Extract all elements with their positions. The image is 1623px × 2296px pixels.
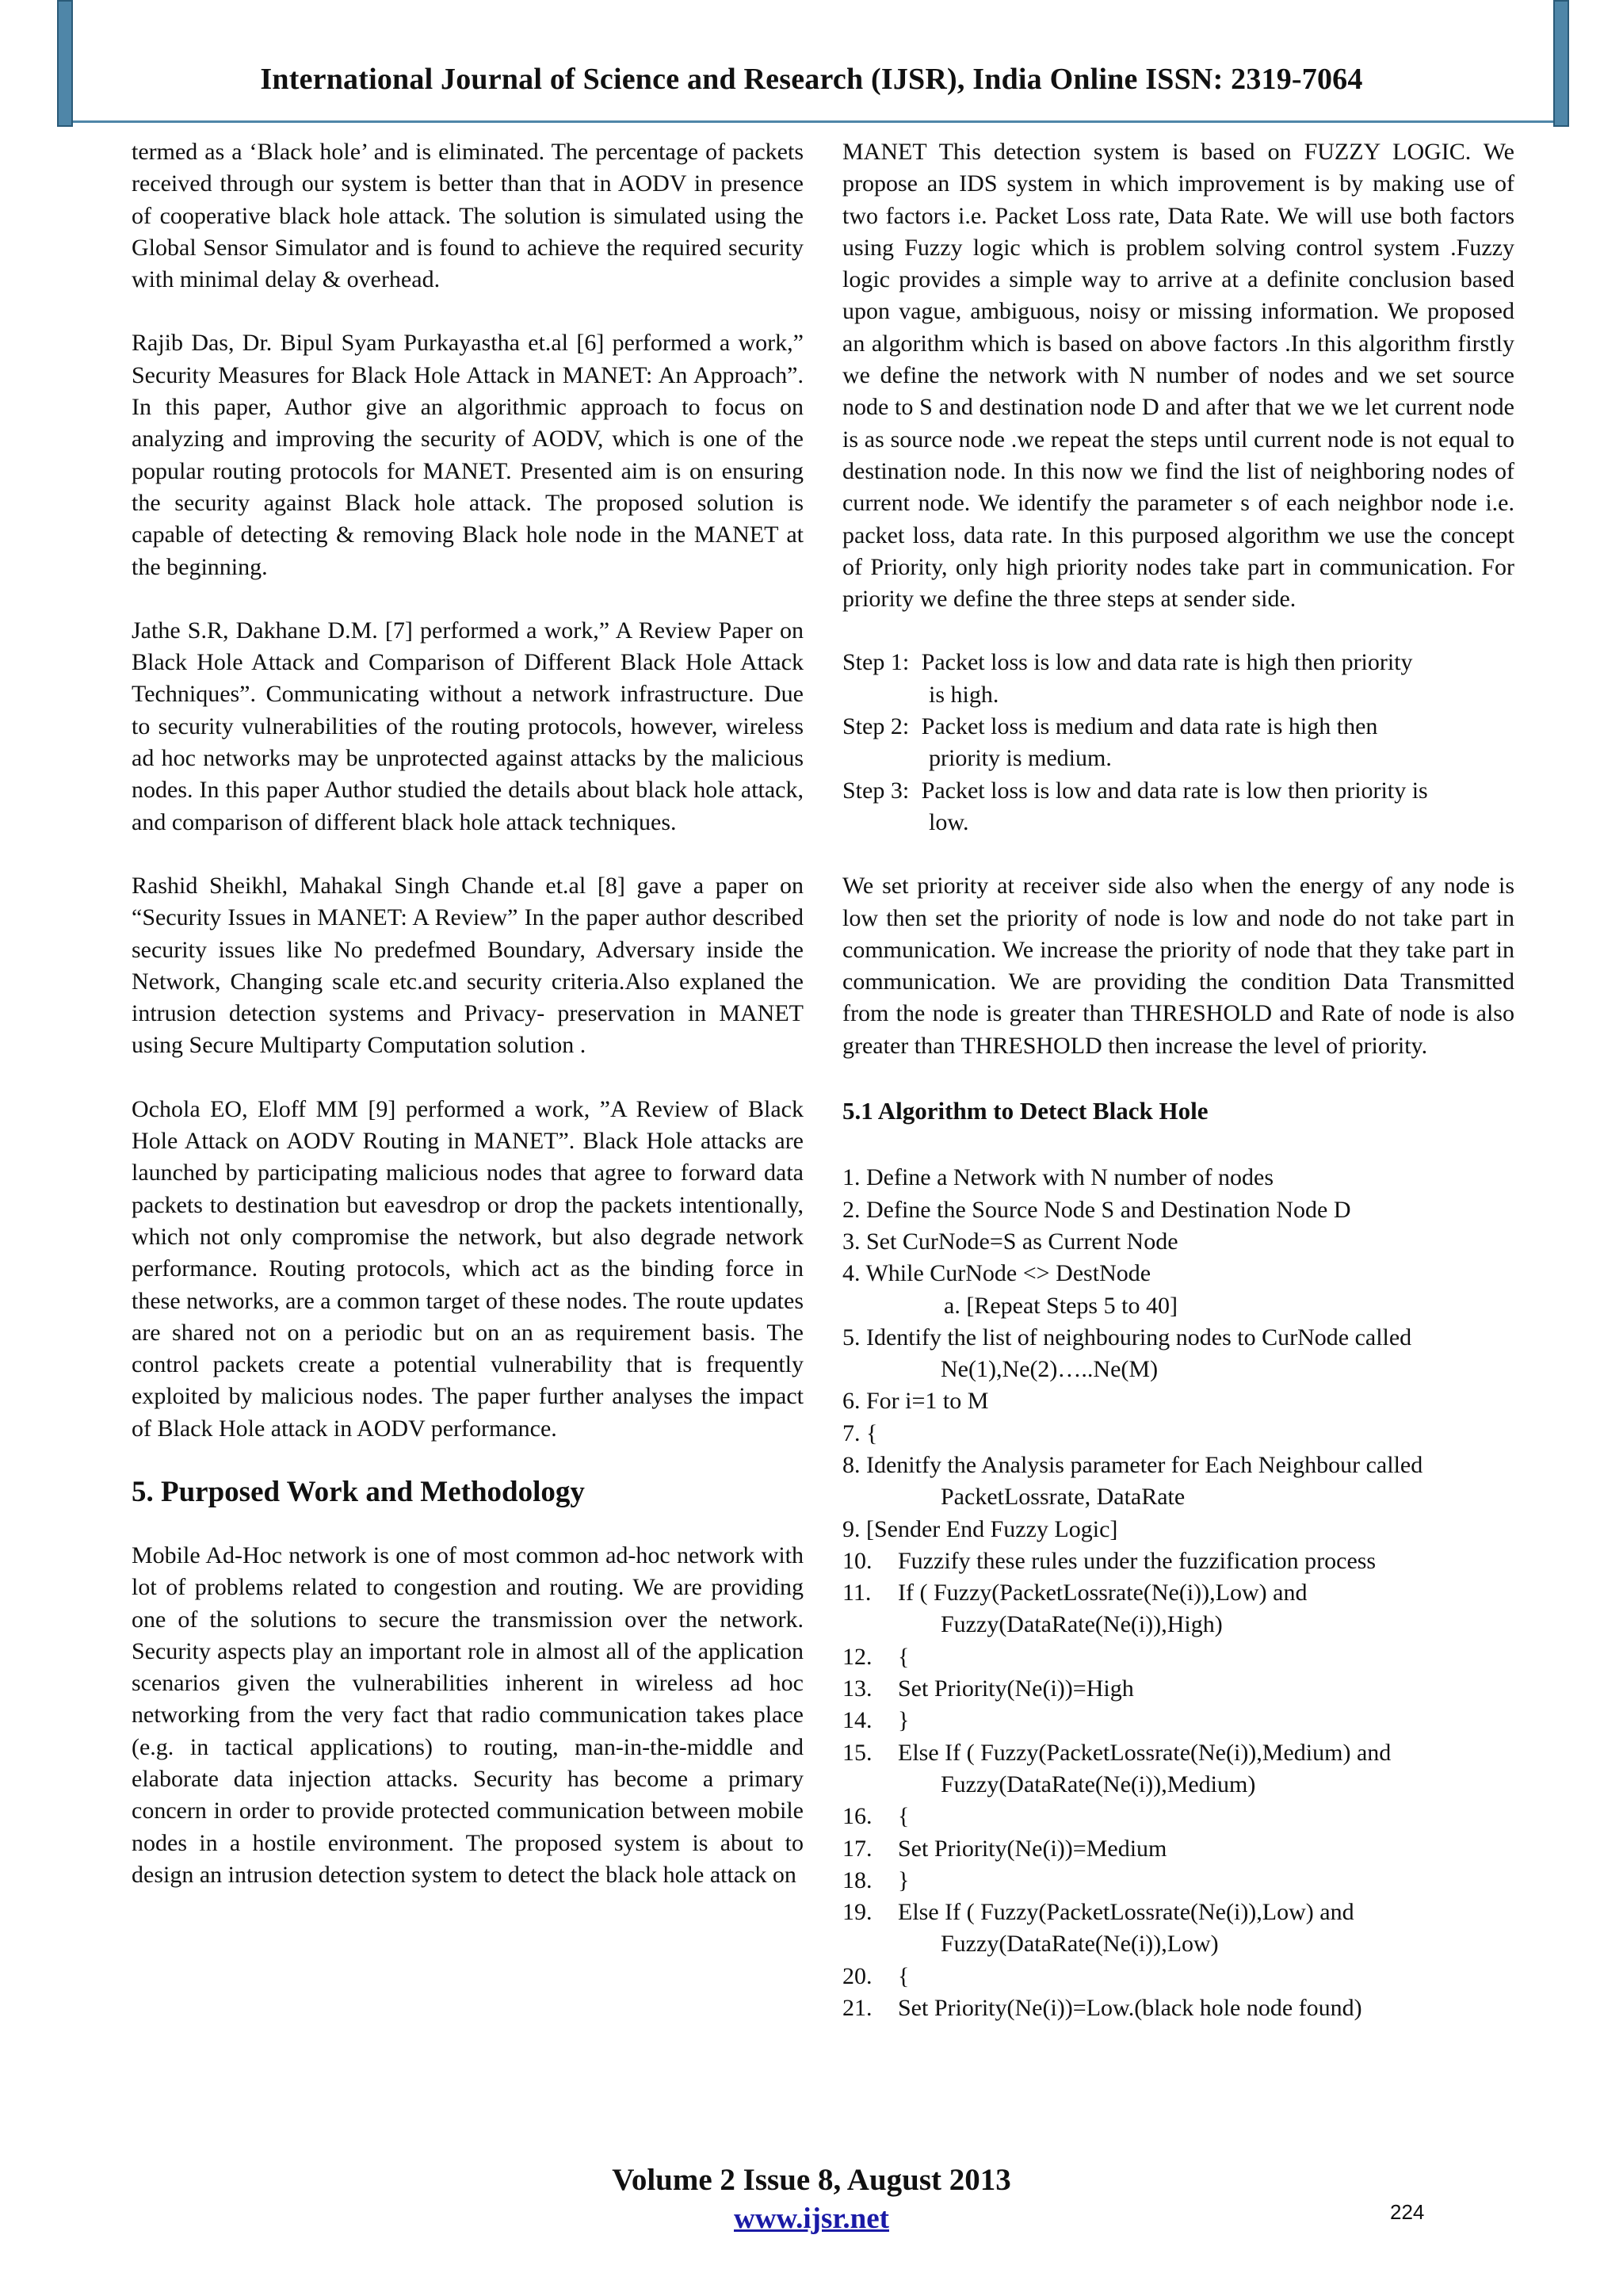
line-number: 17. xyxy=(842,1835,873,1862)
algorithm-line: 3. Set CurNode=S as Current Node xyxy=(842,1228,1178,1255)
step-label: Step 1: xyxy=(842,649,910,676)
algorithm-listing xyxy=(842,1162,1514,2024)
line-text: Fuzzify these rules under the fuzzification process xyxy=(898,1547,1377,1574)
line-text: Else If ( Fuzzy(PacketLossrate(Ne(i)),Low) and xyxy=(898,1899,1354,1926)
algorithm-line: 5. Identify the list of neighbouring nodes to CurNode called xyxy=(842,1324,1412,1350)
algorithm-line: Fuzzy(DataRate(Ne(i)),Low) xyxy=(941,1931,1219,1958)
priority-steps xyxy=(842,647,1514,839)
line-number: 15. xyxy=(842,1739,873,1766)
footer-volume: Volume 2 Issue 8, August 2013 xyxy=(612,2163,1011,2197)
algorithm-line: 1. Define a Network with N number of nodes xyxy=(842,1164,1274,1191)
step-item xyxy=(842,711,1514,775)
algorithm-line xyxy=(842,1737,1514,1769)
algorithm-line: 4. While CurNode <> DestNode xyxy=(842,1260,1151,1287)
line-text: If ( Fuzzy(PacketLossrate(Ne(i)),Low) and xyxy=(898,1580,1308,1606)
algorithm-line xyxy=(842,1641,1514,1673)
algorithm-line xyxy=(842,1897,1514,1928)
line-text: Set Priority(Ne(i))=Medium xyxy=(898,1835,1167,1862)
paragraph: Rajib Das, Dr. Bipul Syam Purkayastha et.al [6] performed a work,” Security Measures for Black Hole Attack in MANET: An Approach”. In this paper, Author give an algorithmic approach to focus on analyzing and improving the security of AODV, which is one of the popular routing protocols for MANET. Presented aim is on ensuring the security against Black hole attack. The proposed solution is capable of detecting & removing Black hole node in the MANET at the beginning. xyxy=(132,330,804,580)
algorithm-line xyxy=(842,1865,1514,1897)
paragraph: Jathe S.R, Dakhane D.M. [7] performed a work,” A Review Paper on Black Hole Attack and Comparison of Different Black Hole Attack Techniques”. Communicating without a network infrastructure. Due to security vulnerabilities of the routing protocols, however, wireless ad hoc networks may be unprotected against attacks by the malicious nodes. In this paper Author studied the details about black hole attack, and comparison of different black hole attack techniques. xyxy=(132,617,804,835)
paragraph: Rashid Sheikhl, Mahakal Singh Chande et.al [8] gave a paper on “Security Issues in MANET: A Review” In the paper author described security issues like No predefmed Boundary, Adversary inside the Network, Changing scale etc.and security criteria.Also explaned the intrusion detection systems and Privacy- preservation in MANET using Secure Multiparty Computation solution . xyxy=(132,872,804,1059)
algorithm-line: Fuzzy(DataRate(Ne(i)),High) xyxy=(941,1611,1223,1638)
algorithm-line: Ne(1),Ne(2)…..Ne(M) xyxy=(941,1356,1159,1383)
step-label: Step 2: xyxy=(842,713,910,740)
step-text-cont: low. xyxy=(929,808,969,835)
line-number: 16. xyxy=(842,1803,873,1830)
line-number: 12. xyxy=(842,1643,873,1670)
left-column xyxy=(132,136,804,1891)
footer-website-link[interactable]: www.ijsr.net xyxy=(734,2202,889,2235)
line-text: { xyxy=(898,1962,910,1989)
line-number: 13. xyxy=(842,1675,873,1702)
algorithm-line: 2. Define the Source Node S and Destination Node D xyxy=(842,1196,1351,1223)
step-label: Step 3: xyxy=(842,777,910,804)
line-text: Else If ( Fuzzy(PacketLossrate(Ne(i)),Medium) and xyxy=(898,1739,1392,1766)
algorithm-line xyxy=(842,1801,1514,1832)
paragraph: Mobile Ad-Hoc network is one of most common ad-hoc network with lot of problems related to congestion and routing. We are providing one of the solutions to secure the transmission over the network. Security aspects play an important role in almost all of the application scenarios given the vulnerabilities inherent in wireless ad hoc networking from the very fact that radio communication takes place (e.g. in tactical applications) to routing, man-in-the-middle and elaborate data injection attacks. Security has become a primary concern in order to provide protected communication between mobile nodes in a hostile environment. The proposed system is about to design an intrusion detection system to detect the black hole attack on xyxy=(132,1541,804,1888)
algorithm-line xyxy=(842,1833,1514,1865)
paragraph: Ochola EO, Eloff MM [9] performed a work, ”A Review of Black Hole Attack on AODV Routing in MANET”. Black Hole attacks are launched by participating malicious nodes that agree to forward data packets to destination but eavesdrop or drop the packets intentionally, which not only compromise the network, but also degrade network performance. Routing protocols, which act as the binding force in these networks, are a common target of these nodes. The route updates are shared not on a periodic but on an as requirement basis. The control packets create a potential vulnerability that is frequently exploited by malicious nodes. The paper further analyses the impact of Black Hole attack in AODV performance. xyxy=(132,1095,804,1442)
section-heading: 5. Purposed Work and Methodology xyxy=(132,1475,585,1508)
algorithm-line: 7. { xyxy=(842,1419,878,1446)
right-column xyxy=(842,136,1514,2024)
line-number: 14. xyxy=(842,1707,873,1734)
algorithm-line xyxy=(842,1705,1514,1736)
line-number: 18. xyxy=(842,1866,873,1893)
step-item xyxy=(842,775,1514,839)
line-number: 19. xyxy=(842,1899,873,1926)
algorithm-line: 6. For i=1 to M xyxy=(842,1388,989,1415)
line-number: 10. xyxy=(842,1547,873,1574)
algorithm-line xyxy=(842,1673,1514,1705)
paragraph: termed as a ‘Black hole’ and is eliminated. The percentage of packets received through our system is better than that in AODV in presence of cooperative black hole attack. The solution is simulated using the Global Sensor Simulator and is found to achieve the required security with minimal delay & overhead. xyxy=(132,139,804,293)
line-text: Set Priority(Ne(i))=Low.(black hole node found) xyxy=(898,1995,1362,2022)
line-number: 20. xyxy=(842,1962,873,1989)
step-text: Packet loss is low and data rate is high then priority xyxy=(921,649,1413,676)
line-text: { xyxy=(898,1803,910,1830)
line-number: 21. xyxy=(842,1995,873,2022)
subsection-heading: 5.1 Algorithm to Detect Black Hole xyxy=(842,1097,1209,1125)
paragraph: We set priority at receiver side also when the energy of any node is low then set the priority of node is low and node do not take part in communication. We increase the priority of node that they take part in communication. We are providing the condition Data Transmitted from the node is greater than THRESHOLD and Rate of node is also greater than THRESHOLD then increase the level of priority. xyxy=(842,873,1514,1059)
line-text: Set Priority(Ne(i))=High xyxy=(898,1675,1134,1702)
step-text: Packet loss is medium and data rate is high then xyxy=(921,713,1378,740)
algorithm-line: Fuzzy(DataRate(Ne(i)),Medium) xyxy=(941,1771,1256,1797)
algorithm-line xyxy=(842,1545,1514,1577)
algorithm-line: PacketLossrate, DataRate xyxy=(941,1484,1186,1511)
step-text: Packet loss is low and data rate is low then priority is xyxy=(921,777,1428,804)
line-text: { xyxy=(898,1643,910,1670)
page-number: 224 xyxy=(1390,2200,1425,2224)
step-text-cont: is high. xyxy=(929,681,999,708)
algorithm-line xyxy=(842,1961,1514,1992)
header-divider xyxy=(73,120,1553,123)
step-text-cont: priority is medium. xyxy=(929,745,1112,772)
step-item xyxy=(842,647,1514,711)
line-text: } xyxy=(898,1866,910,1893)
paragraph: MANET This detection system is based on FUZZY LOGIC. We propose an IDS system in which improvement is by making use of two factors i.e. Packet Loss rate, Data Rate. We will use both factors using Fuzzy logic which is problem solving control system .Fuzzy logic provides a simple way to arrive at a definite conclusion based upon vague, ambiguous, noisy or missing information. We proposed an algorithm which is based on above factors .In this algorithm firstly we define the network with N number of nodes and we set source node to S and destination node D and after that we we let current node is as source node .we repeat the steps until current node is not equal to destination node. In this now we find the list of neighboring nodes of current node. We identify the parameter s of each neighbor node i.e. packet loss, data rate. In this purposed algorithm we use the concept of Priority, only high priority nodes take part in communication. For priority we define the three steps at sender side. xyxy=(842,139,1514,613)
line-number: 11. xyxy=(842,1580,872,1606)
line-text: } xyxy=(898,1707,910,1734)
algorithm-line xyxy=(842,1577,1514,1609)
algorithm-line: 9. [Sender End Fuzzy Logic] xyxy=(842,1515,1118,1542)
algorithm-line xyxy=(842,1992,1514,2024)
algorithm-line: a. [Repeat Steps 5 to 40] xyxy=(944,1292,1178,1319)
algorithm-line: 8. Idenitfy the Analysis parameter for Each Neighbour called xyxy=(842,1451,1423,1478)
journal-header-title: International Journal of Science and Research (IJSR), India Online ISSN: 2319-7064 xyxy=(260,63,1363,96)
